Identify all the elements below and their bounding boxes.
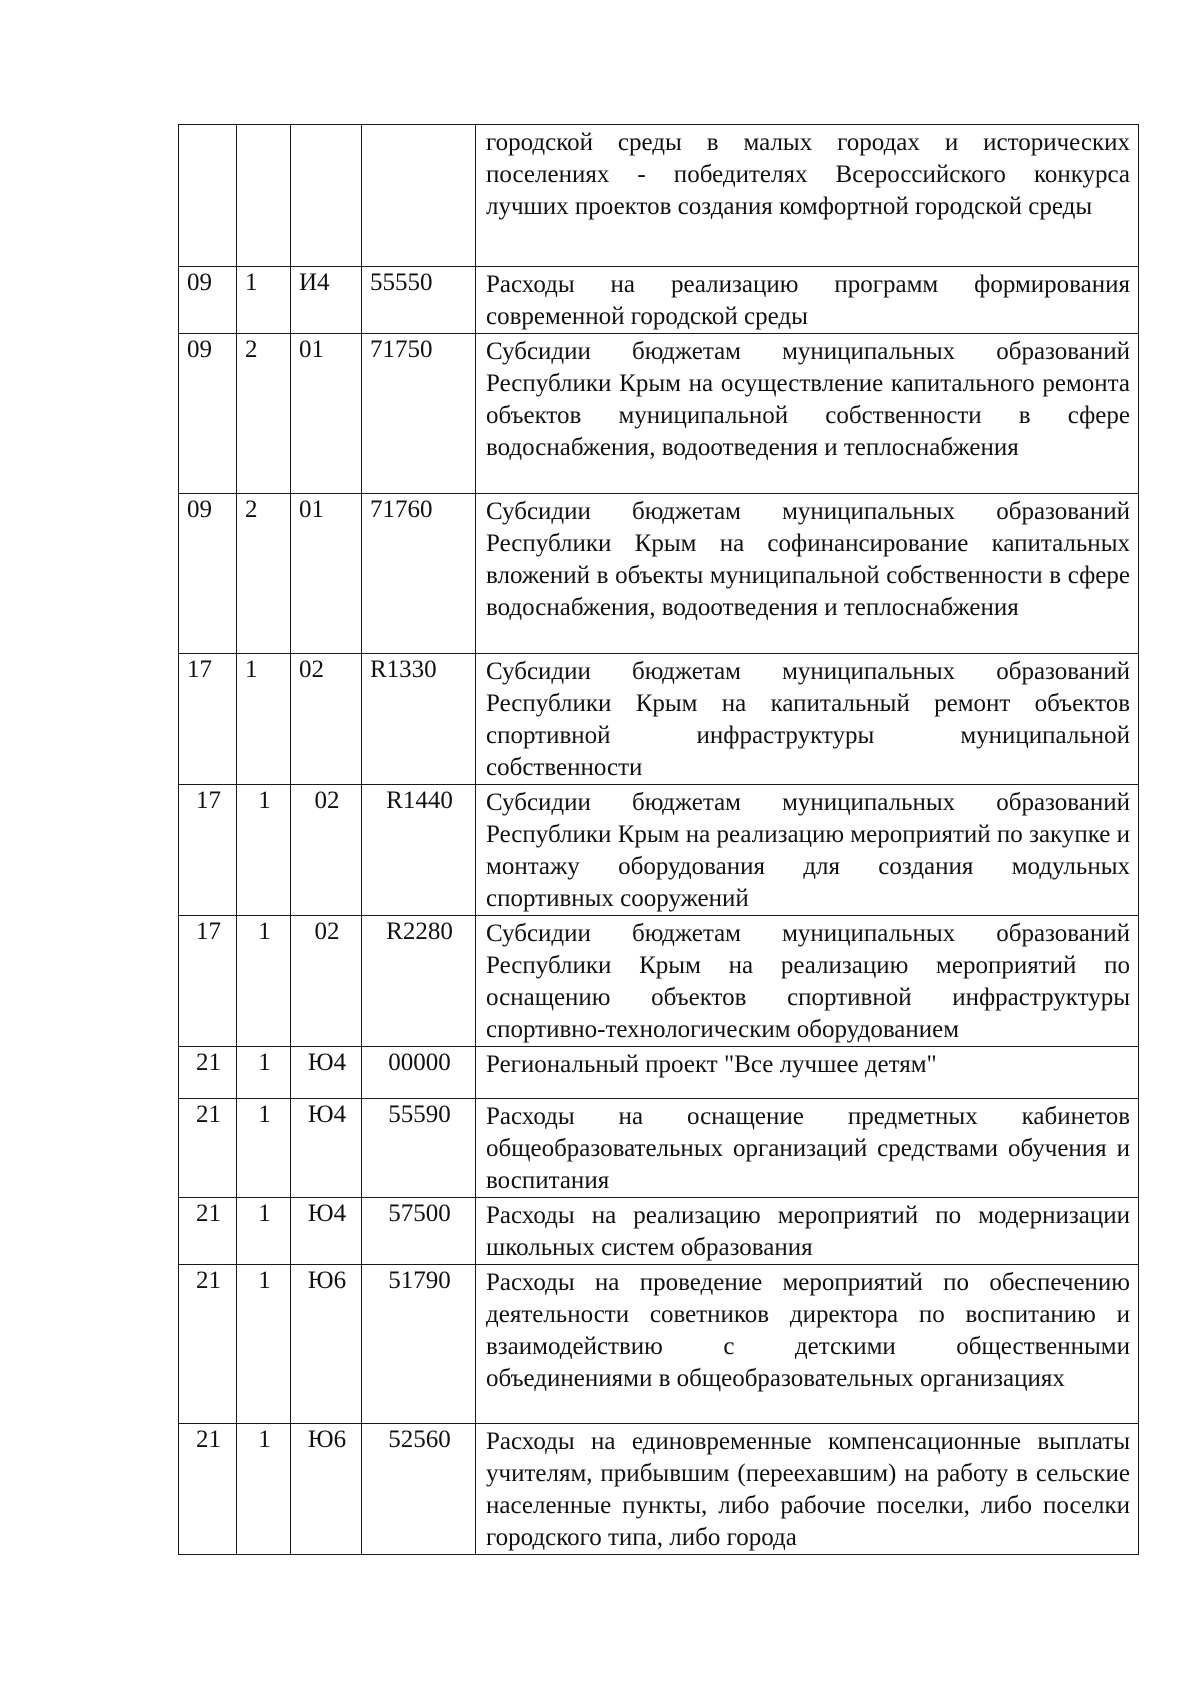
cell-program-code: 21: [179, 1047, 237, 1099]
cell-subprogram-code: 1: [237, 1099, 291, 1198]
cell-program-code: 09: [179, 334, 237, 494]
cell-program-code: [179, 125, 237, 267]
cell-direction-code: R2280: [362, 916, 476, 1047]
cell-direction-code: 52560: [362, 1424, 476, 1555]
table-row: [179, 1198, 1139, 1265]
cell-program-code: 17: [179, 916, 237, 1047]
cell-description: [476, 1099, 1139, 1198]
cell-description: [476, 1047, 1139, 1099]
cell-event-code: 02: [291, 785, 362, 916]
cell-description: [476, 1198, 1139, 1265]
cell-subprogram-code: 1: [237, 1047, 291, 1099]
cell-event-code: 01: [291, 334, 362, 494]
cell-event-code: 02: [291, 916, 362, 1047]
cell-subprogram-code: 1: [237, 1198, 291, 1265]
description-text: Региональный проект "Все лучшее детям": [486, 1051, 937, 1078]
description-text: Расходы на проведение мероприятий по обеспечению деятельности советников директора по воспитанию и взаимодействию с детскими общественными объединениями в общеобразовательных организациях: [486, 1269, 1130, 1392]
cell-direction-code: [362, 125, 476, 267]
cell-description: [476, 267, 1139, 334]
table-row: [179, 334, 1139, 494]
description-text: Расходы на реализацию мероприятий по модернизации школьных систем образования: [486, 1202, 1130, 1261]
cell-direction-code: 71760: [362, 494, 476, 654]
cell-event-code: Ю4: [291, 1047, 362, 1099]
description-text: Субсидии бюджетам муниципальных образований Республики Крым на реализацию мероприятий по закупке и монтажу оборудования для создания модульных спортивных сооружений: [486, 789, 1130, 912]
table-row: [179, 494, 1139, 654]
cell-program-code: 21: [179, 1198, 237, 1265]
table-row: [179, 1424, 1139, 1555]
cell-description: [476, 916, 1139, 1047]
description-text: Субсидии бюджетам муниципальных образований Республики Крым на капитальный ремонт объектов спортивной инфраструктуры муниципальной собственности: [486, 658, 1130, 781]
cell-description: [476, 1265, 1139, 1424]
cell-direction-code: 55590: [362, 1099, 476, 1198]
cell-event-code: [291, 125, 362, 267]
table-row: [179, 1099, 1139, 1198]
cell-direction-code: R1330: [362, 654, 476, 785]
description-text: Расходы на оснащение предметных кабинетов общеобразовательных организаций средствами обучения и воспитания: [486, 1103, 1130, 1194]
cell-event-code: Ю4: [291, 1198, 362, 1265]
description-text: Субсидии бюджетам муниципальных образований Республики Крым на осуществление капитального ремонта объектов муниципальной собственности в сфере водоснабжения, водоотведения и теплоснабжения: [486, 338, 1130, 461]
cell-event-code: И4: [291, 267, 362, 334]
cell-program-code: 21: [179, 1424, 237, 1555]
cell-program-code: 09: [179, 494, 237, 654]
table-row: [179, 785, 1139, 916]
description-text: Расходы на единовременные компенсационные выплаты учителям, прибывшим (переехавшим) на работу в сельские населенные пункты, либо рабочие поселки, либо поселки городского типа, либо города: [486, 1428, 1130, 1551]
cell-subprogram-code: 1: [237, 267, 291, 334]
description-text: Субсидии бюджетам муниципальных образований Республики Крым на софинансирование капитальных вложений в объекты муниципальной собственности в сфере водоснабжения, водоотведения и теплоснабжения: [486, 498, 1130, 621]
description-text: городской среды в малых городах и исторических поселениях - победителях Всероссийского конкурса лучших проектов создания комфортной городской среды: [486, 129, 1130, 220]
cell-direction-code: 55550: [362, 267, 476, 334]
cell-direction-code: 51790: [362, 1265, 476, 1424]
cell-description: [476, 494, 1139, 654]
cell-subprogram-code: 1: [237, 1424, 291, 1555]
table-row: [179, 654, 1139, 785]
description-text: Расходы на реализацию программ формирования современной городской среды: [486, 271, 1130, 330]
cell-subprogram-code: 1: [237, 785, 291, 916]
cell-description: [476, 125, 1139, 267]
cell-direction-code: 57500: [362, 1198, 476, 1265]
cell-program-code: 17: [179, 785, 237, 916]
cell-subprogram-code: 2: [237, 334, 291, 494]
table-row: [179, 125, 1139, 267]
cell-subprogram-code: [237, 125, 291, 267]
cell-direction-code: 71750: [362, 334, 476, 494]
cell-direction-code: 00000: [362, 1047, 476, 1099]
cell-event-code: 02: [291, 654, 362, 785]
cell-program-code: 21: [179, 1099, 237, 1198]
cell-event-code: Ю6: [291, 1265, 362, 1424]
cell-event-code: Ю6: [291, 1424, 362, 1555]
table-row: [179, 1265, 1139, 1424]
table-row: [179, 1047, 1139, 1099]
cell-program-code: 21: [179, 1265, 237, 1424]
cell-subprogram-code: 2: [237, 494, 291, 654]
cell-event-code: 01: [291, 494, 362, 654]
cell-subprogram-code: 1: [237, 916, 291, 1047]
cell-direction-code: R1440: [362, 785, 476, 916]
cell-subprogram-code: 1: [237, 1265, 291, 1424]
cell-program-code: 09: [179, 267, 237, 334]
cell-program-code: 17: [179, 654, 237, 785]
table-row: [179, 916, 1139, 1047]
budget-classification-table: [178, 124, 1139, 1555]
cell-description: [476, 654, 1139, 785]
cell-description: [476, 334, 1139, 494]
cell-subprogram-code: 1: [237, 654, 291, 785]
description-text: Субсидии бюджетам муниципальных образований Республики Крым на реализацию мероприятий по оснащению объектов спортивной инфраструктуры спортивно-технологическим оборудованием: [486, 920, 1130, 1043]
table-row: [179, 267, 1139, 334]
cell-description: [476, 1424, 1139, 1555]
cell-description: [476, 785, 1139, 916]
cell-event-code: Ю4: [291, 1099, 362, 1198]
